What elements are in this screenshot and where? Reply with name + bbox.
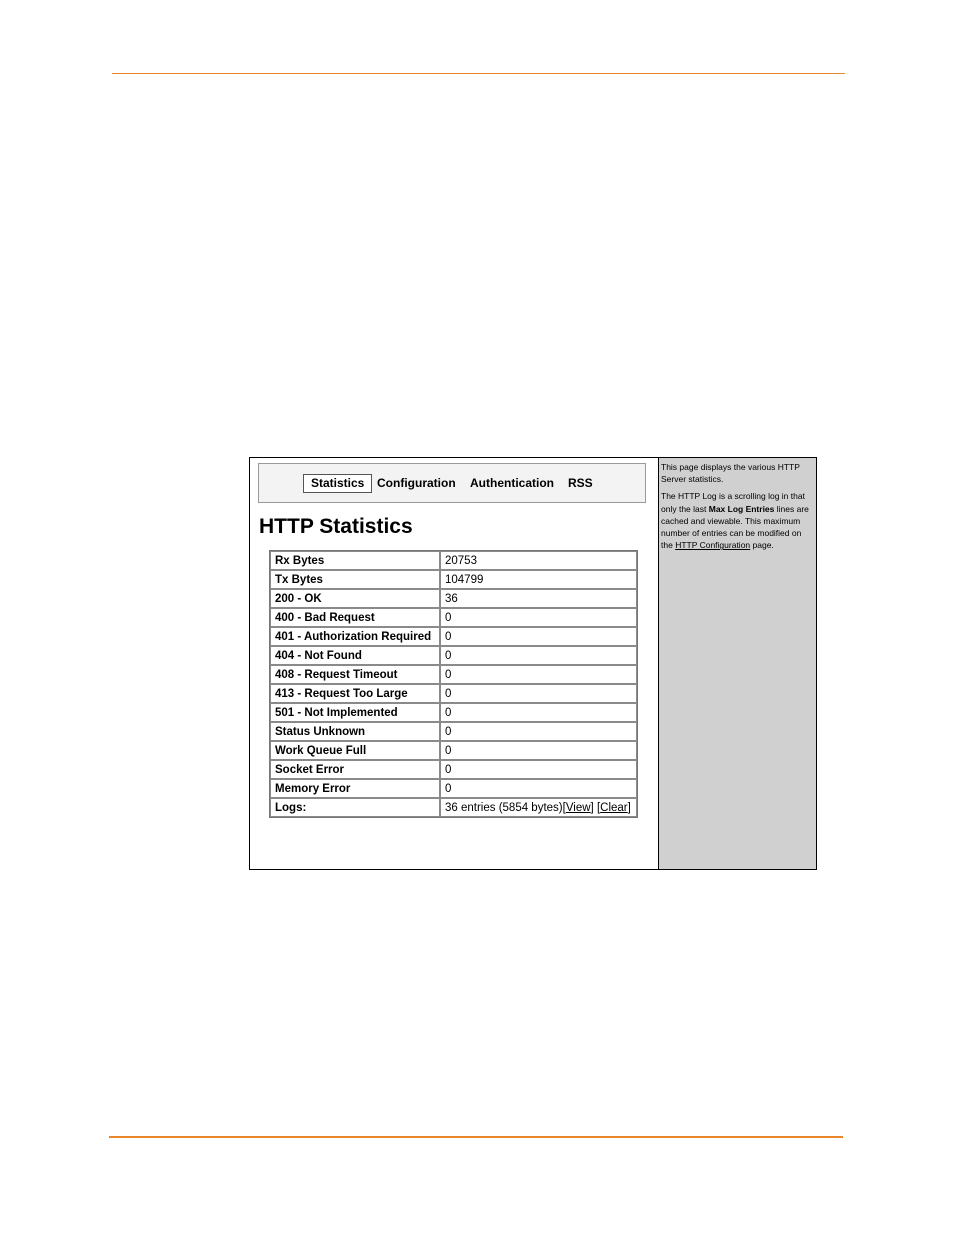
http-configuration-link[interactable]: HTTP Configuration bbox=[675, 540, 751, 551]
help-paragraph-2 bbox=[661, 490, 813, 551]
stat-label: 400 - Bad Request bbox=[270, 608, 440, 627]
help-text: The HTTP Log is a scrolling log in that only the last bbox=[661, 491, 805, 514]
logs-row bbox=[270, 798, 637, 817]
help-text: page. bbox=[750, 540, 774, 551]
view-logs-link[interactable]: View bbox=[565, 801, 591, 814]
table-row bbox=[270, 589, 637, 608]
view-bracket-open: [ bbox=[562, 801, 566, 814]
help-paragraph-1: This page displays the various HTTP Server statistics. bbox=[661, 462, 800, 485]
stat-label: 404 - Not Found bbox=[270, 646, 440, 665]
table-row bbox=[270, 779, 637, 798]
table-row bbox=[270, 665, 637, 684]
table-row bbox=[270, 646, 637, 665]
stat-value: 0 bbox=[440, 741, 637, 760]
table-row bbox=[270, 741, 637, 760]
view-bracket-close: ] bbox=[590, 801, 594, 814]
main-panel bbox=[250, 458, 658, 869]
help-panel bbox=[658, 458, 816, 869]
footer-rule bbox=[109, 1136, 843, 1138]
tab-statistics[interactable]: Statistics bbox=[303, 474, 372, 493]
tab-bar bbox=[258, 463, 646, 503]
stat-label: Status Unknown bbox=[270, 722, 440, 741]
stat-value: 0 bbox=[440, 684, 637, 703]
tab-authentication[interactable]: Authentication bbox=[470, 476, 554, 490]
clear-bracket-close: ] bbox=[627, 801, 631, 814]
stat-label: 501 - Not Implemented bbox=[270, 703, 440, 722]
stat-label: Work Queue Full bbox=[270, 741, 440, 760]
stat-value: 104799 bbox=[440, 570, 637, 589]
stat-value: 0 bbox=[440, 646, 637, 665]
stat-value: 36 bbox=[440, 589, 637, 608]
table-row bbox=[270, 760, 637, 779]
logs-summary: 36 entries (5854 bytes) bbox=[445, 801, 563, 814]
table-row bbox=[270, 722, 637, 741]
table-row bbox=[270, 570, 637, 589]
table-row bbox=[270, 703, 637, 722]
stat-label: Rx Bytes bbox=[270, 551, 440, 570]
table-row bbox=[270, 627, 637, 646]
stat-value: 0 bbox=[440, 665, 637, 684]
header-rule bbox=[112, 73, 845, 74]
tab-configuration[interactable]: Configuration bbox=[377, 476, 456, 490]
stat-label: 408 - Request Timeout bbox=[270, 665, 440, 684]
logs-label: Logs: bbox=[270, 798, 440, 817]
stat-label: 401 - Authorization Required bbox=[270, 627, 440, 646]
help-text: lines are cached and viewable. This maximum number of entries can be modified on the bbox=[661, 503, 809, 551]
stat-label: Socket Error bbox=[270, 760, 440, 779]
stat-value: 0 bbox=[440, 627, 637, 646]
stat-label: 200 - OK bbox=[270, 589, 440, 608]
help-bold-text: Max Log Entries bbox=[708, 503, 775, 514]
stat-value: 0 bbox=[440, 779, 637, 798]
clear-bracket-open: [ bbox=[593, 801, 601, 814]
stat-label: Tx Bytes bbox=[270, 570, 440, 589]
logs-value bbox=[440, 798, 637, 817]
web-ui-screenshot bbox=[249, 457, 817, 870]
stat-label: 413 - Request Too Large bbox=[270, 684, 440, 703]
stat-value: 20753 bbox=[440, 551, 637, 570]
stat-value: 0 bbox=[440, 608, 637, 627]
page-title: HTTP Statistics bbox=[259, 515, 413, 538]
stat-value: 0 bbox=[440, 703, 637, 722]
stat-value: 0 bbox=[440, 722, 637, 741]
tab-rss[interactable]: RSS bbox=[568, 476, 593, 490]
stat-label: Memory Error bbox=[270, 779, 440, 798]
table-row bbox=[270, 608, 637, 627]
stat-value: 0 bbox=[440, 760, 637, 779]
statistics-table bbox=[269, 550, 638, 818]
table-row bbox=[270, 551, 637, 570]
table-row bbox=[270, 684, 637, 703]
clear-logs-link[interactable]: Clear bbox=[600, 801, 628, 814]
